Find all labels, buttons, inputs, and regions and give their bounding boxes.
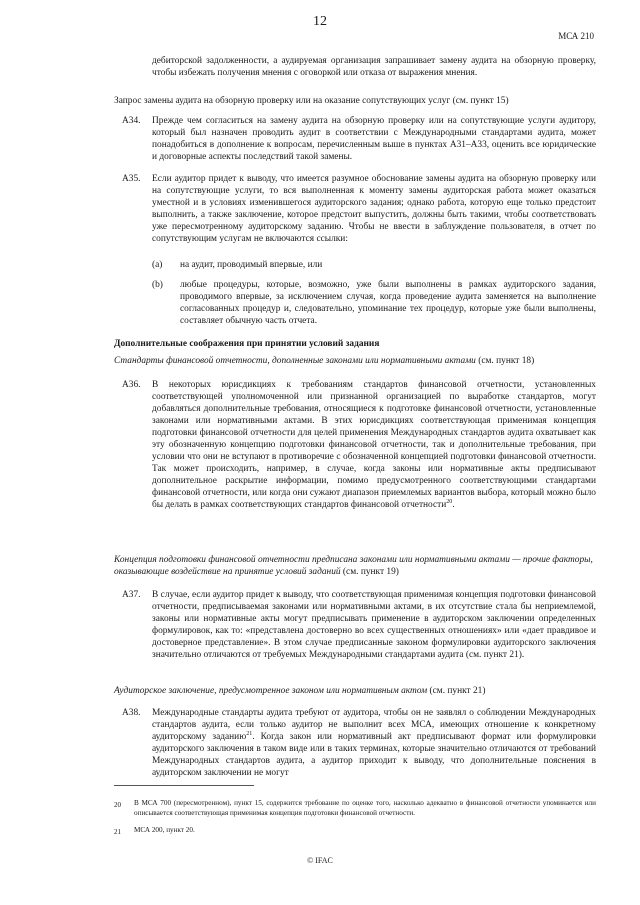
- paragraph-a34: Прежде чем согласиться на замену аудита на обзорную проверку или на сопутствующие услуги аудитору, который был назначен проводить аудит в соответствии с Международными стандартами аудита, может понадобиться в дополнение к вопросам, перечисленным выше в пунктах A31–A33, оценить все юридические и договорные аспекты последствий такой замены.: [152, 116, 596, 162]
- footnote-ref-20: 20: [446, 498, 453, 505]
- footnote-number-20: 20: [114, 801, 121, 809]
- subheading-standards-title: Стандарты финансовой отчетности, дополненные законами или нормативными актами: [114, 356, 476, 366]
- section-heading-request: Запрос замены аудита на обзорную проверку или на оказание сопутствующих услуг (см. пункт 15): [114, 96, 509, 106]
- section-heading-additional: Дополнительные соображения при принятии условий задания: [114, 339, 380, 349]
- subheading-report: [114, 685, 604, 697]
- subheading-standards-ref: (см. пункт 18): [475, 356, 535, 366]
- paragraph-number-a35: A35.: [122, 174, 141, 184]
- paragraph-a38-text-after: . Когда закон или нормативный акт предписывают формат или формулировки аудиторского заключения в таком виде или в таких терминах, которые значительно отличаются от требований Международных стандартов аудита, а аудитор приходит к выводу, что дополнительные пояснения в аудиторском заключении не могут: [152, 732, 596, 778]
- subheading-concept: [114, 554, 604, 578]
- paragraph-number-a34: A34.: [122, 116, 141, 126]
- subheading-concept-ref: (см. пункт 19): [340, 567, 399, 577]
- paragraph-a38: [152, 707, 596, 779]
- list-item-a: на аудит, проводимый впервые, или: [180, 260, 323, 270]
- list-item-label-b: (b): [152, 280, 163, 290]
- footnote-20: В МСА 700 (пересмотренном), пункт 15, содержится требование по оценке того, насколько адекватно в финансовой отчетности упоминается или описывается соответствующая применимая концепция подготовки финансовой отчетности.: [134, 799, 596, 817]
- paragraph-number-a37: A37.: [122, 590, 141, 600]
- footer-copyright: © IFAC: [307, 856, 333, 865]
- page-number: 12: [313, 14, 327, 29]
- subheading-report-ref: (см. пункт 21): [427, 686, 486, 696]
- list-item-label-a: (a): [152, 260, 163, 270]
- paragraph-a35: Если аудитор придет к выводу, что имеется разумное обоснование замены аудита на обзорную проверку или на сопутствующие услуги, то вся выполненная к моменту замены аудиторская работа может оказаться уместной и в условиях изменившегося аудиторского задания; однако работа, которую еще только предстоит выполнить, а также заключение, которое предстоит выпустить, должны быть такими, чтобы соответствовать уже пересмотренному аудиторскому заданию. Чтобы не ввести в заблуждение пользователя, в отчет по сопутствующим услугам не включаются ссылки:: [152, 174, 596, 244]
- footnote-number-21: 21: [114, 828, 121, 836]
- footnote-divider: [114, 785, 254, 786]
- paragraph-number-a38: A38.: [122, 708, 141, 718]
- paragraph-a38-text-before: Международные стандарты аудита требуют от аудитора, чтобы он не заявлял о соблюдении Международных стандартов аудита, если только аудитор не выполнит всех МСА, имеющих отношение к конкретному аудиторскому заданию: [152, 708, 596, 742]
- paragraph-a36: [152, 379, 596, 511]
- intro-paragraph: дебиторской задолженности, а аудируемая организация запрашивает замену аудита на обзорную проверку, чтобы избежать получения мнения с оговоркой или отказа от выражения мнения.: [152, 56, 596, 78]
- subheading-concept-title: Концепция подготовки финансовой отчетности предписана законами или нормативными актами — прочие факторы, оказывающие воздействие на принятие условий заданий: [114, 555, 593, 577]
- footnote-21: МСА 200, пункт 20.: [134, 826, 195, 834]
- footnote-ref-21: 21: [246, 730, 253, 737]
- document-code: МСА 210: [558, 31, 594, 41]
- paragraph-number-a36: A36.: [122, 380, 141, 390]
- paragraph-a36-text: В некоторых юрисдикциях к требованиям стандартов финансовой отчетности, установленных соответствующей уполномоченной или признанной организацией по выработке стандартов, могут добавляться дополнительные требования, относящиеся к подготовке финансовой отчетности, установленные законами или нормативными актами. В этих юрисдикциях соответствующая применимая концепция подготовки финансовой отчетности для целей применения Международных стандартов аудита охватывает как эту обозначенную концепцию подготовки финансовой отчетности, так и дополнительные требования, при условии что они не вступают в противоречие с обозначенной концепцией подготовки финансовой отчетности. Так может происходить, например, в случае, когда законы или нормативные акты предписывают дополнительное раскрытие информации, помимо предусмотренного соответствующими стандартами финансовой отчетности, или когда они сужают диапазон приемлемых вариантов выбора, который можно было бы делать в рамках соответствующих стандартов финансовой отчетности: [152, 380, 596, 510]
- subheading-report-title: Аудиторское заключение, предусмотренное законом или нормативным актом: [114, 686, 428, 696]
- paragraph-a36-end: .: [452, 500, 455, 510]
- list-item-b: любые процедуры, которые, возможно, уже были выполнены в рамках аудиторского задания, проводимого впервые, за исключением случая, когда проведение аудита заменяется на выполнение согласованных процедур и, следовательно, упоминание тех процедур, которые уже были выполнены, составляет обычную часть отчета.: [180, 280, 596, 326]
- paragraph-a37: В случае, если аудитор придет к выводу, что соответствующая применимая концепция подготовки финансовой отчетности, предписываемая законами или нормативными актами, в их отсутствие стала бы неприемлемой, законы или нормативные акты могут предписывать применение в аудиторском заключении определенных формулировок, как то: «представлена достоверно во всех существенных отношениях» или «дает правдивое и достоверное представление». В этом случае предписанные законом формулировки аудиторского заключения значительно отличаются от требуемых Международными стандартами аудита (см. пункт 21).: [152, 590, 596, 660]
- subheading-standards: [114, 355, 604, 367]
